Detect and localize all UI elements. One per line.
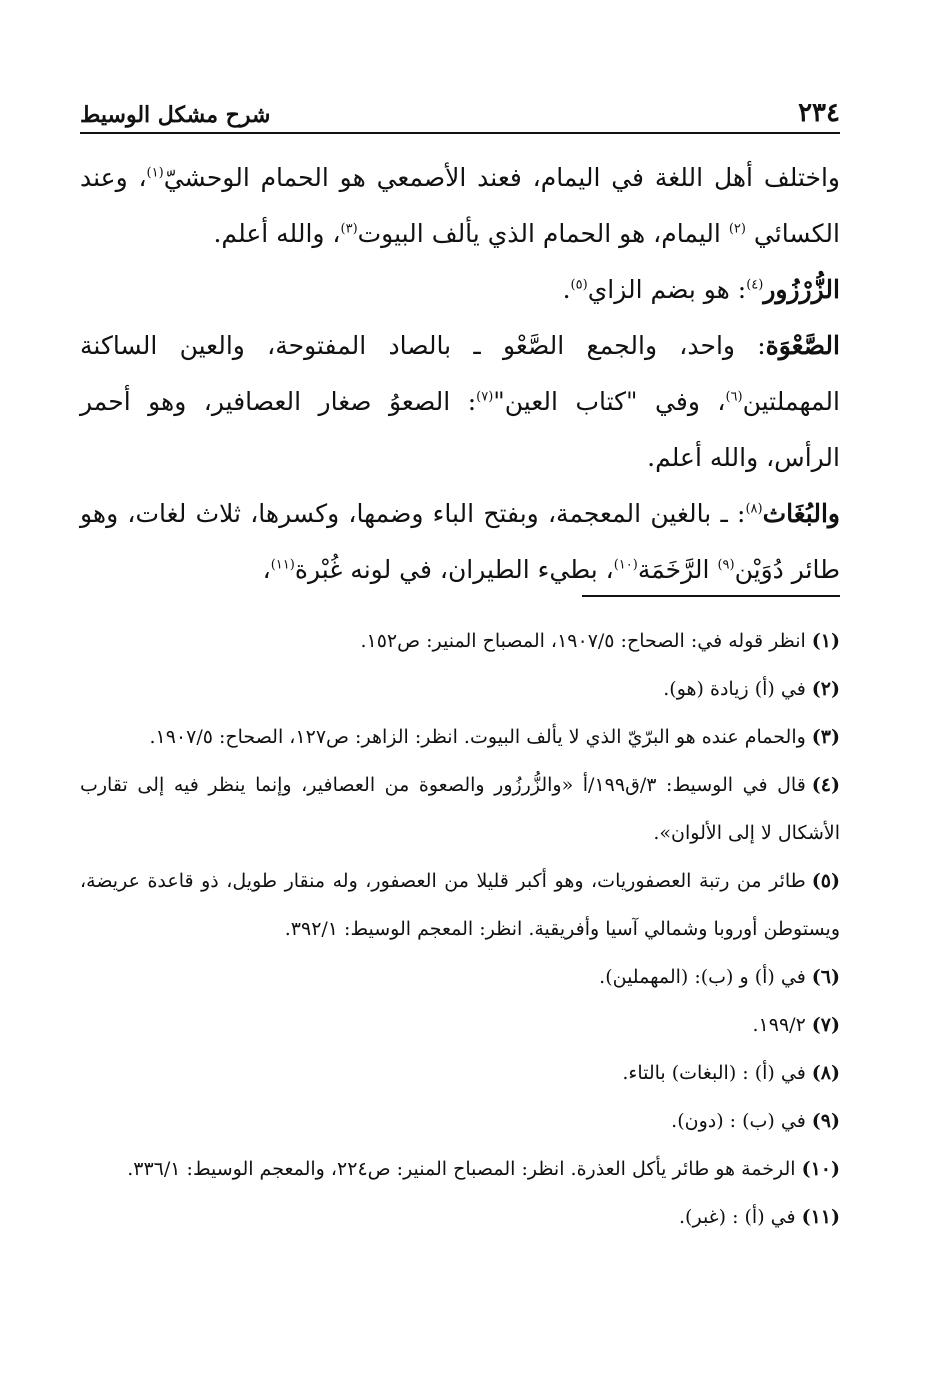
paragraph-text: واختلف أهل اللغة في اليمام، فعند الأصمعي هو الحمام الوحشيّ <box>163 163 840 192</box>
footnote-text: قال في الوسيط: ٣/ق١٩٩/أ «والزُّرزُور والصعوة من العصافير، وإنما ينظر فيه إلى تقارب الأشكال لا إلى الألوان». <box>80 774 840 844</box>
paragraph-text: : ـ بالغين المعجمة، وبفتح الباء وضمها، وكسرها، ثلاث لغات، وهو طائر دُوَيْن <box>80 499 840 584</box>
paragraph-text: ، بطيء الطيران، في لونه غُبْرة <box>294 555 614 584</box>
footnote-text: ١٩٩/٢. <box>752 1014 806 1036</box>
footnote-ref: (٨) <box>745 501 763 517</box>
entry-term: الزُّرْزُور <box>763 275 840 304</box>
page-number: ٢٣٤ <box>798 98 840 128</box>
footnote-number: (١) <box>811 630 840 652</box>
footnote-item <box>80 617 840 665</box>
footnote-item <box>80 1097 840 1145</box>
footnote-item <box>80 713 840 761</box>
footnote-number: (١١) <box>801 1206 840 1228</box>
footnote-ref: (٩) <box>717 557 735 573</box>
paragraph-text: ، وفي "كتاب العين" <box>493 387 726 416</box>
paragraph-text: ، <box>262 555 271 584</box>
footnote-text: في (أ) : (البغات) بالتاء. <box>622 1062 806 1084</box>
footnote-number: (٩) <box>811 1110 840 1132</box>
paragraph-zurzur <box>80 262 840 318</box>
footnote-number: (٧) <box>811 1014 840 1036</box>
footnote-ref: (٣) <box>340 221 358 237</box>
footnote-number: (٤) <box>811 774 840 796</box>
footnote-ref: (١) <box>146 165 164 181</box>
footnote-text: في (ب) : (دون). <box>671 1110 806 1132</box>
footnote-text: في (أ) : (غبر). <box>679 1206 796 1228</box>
footnote-number: (١٠) <box>801 1158 840 1180</box>
footnotes <box>80 617 840 1241</box>
paragraph-text: ، وعند الكسائي <box>80 163 840 248</box>
paragraph-text: اليمام، هو الحمام الذي يألف البيوت <box>357 219 729 248</box>
paragraph-text: : هو بضم الزاي <box>587 275 747 304</box>
footnote-ref: (٦) <box>725 389 743 405</box>
footnote-item <box>80 1145 840 1193</box>
paragraph-sawa <box>80 318 840 486</box>
footnote-ref: (٧) <box>476 389 494 405</box>
footnote-text: والحمام عنده هو البرّيّ الذي لا يألف البيوت. انظر: الزاهر: ص١٢٧، الصحاح: ١٩٠٧/٥. <box>149 726 806 748</box>
footnote-separator <box>582 595 840 597</box>
footnote-number: (٨) <box>811 1062 840 1084</box>
footnote-text: الرخمة هو طائر يأكل العذرة. انظر: المصباح المنير: ص٢٢٤، والمعجم الوسيط: ٣٣٦/١. <box>127 1158 796 1180</box>
footnote-item <box>80 857 840 953</box>
footnote-item <box>80 761 840 857</box>
footnote-ref: (١٠) <box>613 557 638 573</box>
paragraph-yamam <box>80 150 840 262</box>
page-header <box>80 92 840 134</box>
paragraph-text: ، والله أعلم. <box>213 219 341 248</box>
footnote-text: طائر من رتبة العصفوريات، وهو أكبر قليلا من العصفور، وله منقار طويل، ذو قاعدة عريضة، ويستوطن أوروبا وشمالي آسيا وأفريقية. انظر: المعجم الوسيط: ٣٩٢/١. <box>80 870 840 940</box>
main-text <box>80 150 840 598</box>
footnote-item <box>80 665 840 713</box>
entry-term: الصَّعْوَة <box>765 331 840 360</box>
book-title: شرح مشكل الوسيط <box>80 102 271 128</box>
paragraph-bughath <box>80 486 840 598</box>
footnote-ref: (٢) <box>728 221 746 237</box>
footnote-number: (٥) <box>811 870 840 892</box>
paragraph-text: الرَّخَمَة <box>637 555 718 584</box>
footnote-text: في (أ) زيادة (هو). <box>663 678 806 700</box>
footnote-item <box>80 1001 840 1049</box>
paragraph-text: : واحد، والجمع الصَّعْو ـ بالصاد المفتوحة، والعين الساكنة المهملتين <box>80 331 840 416</box>
footnote-item <box>80 953 840 1001</box>
footnote-text: انظر قوله في: الصحاح: ١٩٠٧/٥، المصباح المنير: ص١٥٢. <box>360 630 806 652</box>
footnote-number: (٦) <box>811 966 840 988</box>
footnote-ref: (١١) <box>270 557 295 573</box>
footnote-item <box>80 1049 840 1097</box>
footnote-number: (٣) <box>811 726 840 748</box>
entry-term: والبُغَاث <box>762 499 840 528</box>
footnote-ref: (٤) <box>746 277 764 293</box>
footnote-item <box>80 1193 840 1241</box>
footnote-number: (٢) <box>811 678 840 700</box>
footnote-text: في (أ) و (ب): (المهملين). <box>599 966 806 988</box>
paragraph-text: . <box>562 275 571 304</box>
footnote-ref: (٥) <box>570 277 588 293</box>
paragraph-text: : الصعوُ صغار العصافير، وهو أحمر الرأس، والله أعلم. <box>80 387 840 472</box>
